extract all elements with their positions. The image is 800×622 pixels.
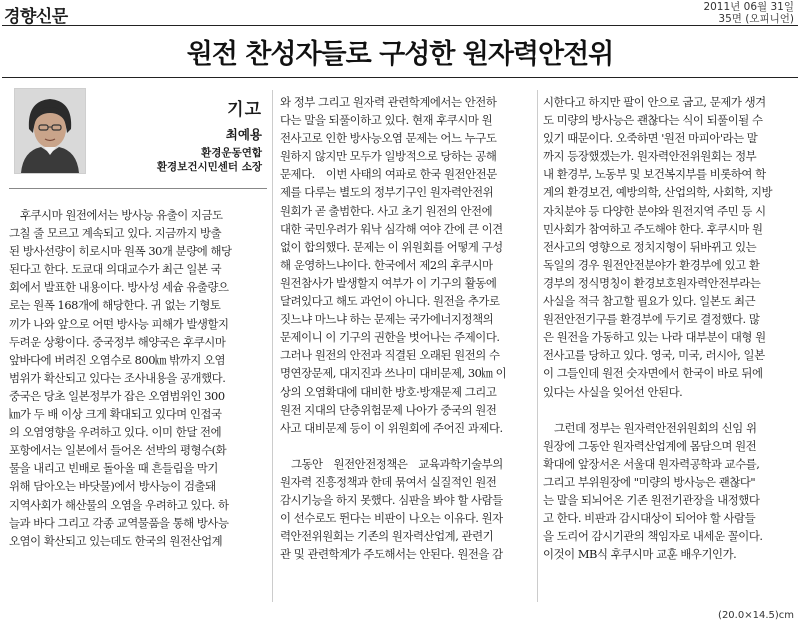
text-line: 는 말을 되뇌어온 기존 원전기관장을 내정했다 [543, 493, 760, 508]
text-line: 이 선수로도 뛴다는 비판이 나오는 이유다. 원자 [280, 511, 503, 526]
text-line: 된다고 한다. 도쿄대 의대교수가 최근 일본 국 [9, 262, 222, 277]
text-line: 원장에 그동안 원자력산업계에 몸담으며 원전 [543, 438, 757, 453]
text-line: 다는 말을 되풀이하고 있다. 현재 후쿠시마 원 [280, 113, 493, 128]
byline-affiliation-2: 환경보건시민센터 소장 [156, 161, 262, 173]
text-line: 고 한다. 비판과 감시대상이 되어야 할 사람들 [543, 511, 756, 526]
text-line: 사실을 적극 참고할 필요가 있다. 일본도 최근 [543, 294, 756, 309]
author-portrait-icon [15, 89, 85, 173]
text-line: 경부의 정식명칭이 환경보호원자력안전부라는 [543, 275, 761, 290]
text-line: 오염이 확산되고 있는데도 한국의 원전산업계 [9, 533, 223, 548]
text-line: 지역사회가 해산물의 오염을 우려하고 있다. 하 [9, 497, 229, 512]
text-line: 독일의 경우 원전안전분야가 환경부에 있고 환 [543, 257, 760, 272]
text-line: 중국은 당초 일본정부가 잡은 오염범위인 300 [9, 388, 225, 403]
article-column-3 [543, 93, 797, 563]
text-line: ㎞가 두 배 이상 크게 확대되고 있다며 인접국 [9, 407, 222, 422]
text-line: 원자력 진흥정책과 한데 묶여서 실질적인 원전 [280, 474, 497, 489]
text-line: 명연장문제, 대지진과 쓰나미 대비문제, 30㎞ 이 [280, 366, 507, 381]
author-photo [14, 88, 86, 174]
text-line: 후쿠시마 원전에서는 방사능 유출이 지금도 [9, 208, 223, 222]
text-line: 상의 오염확대에 대비한 방호·방재문제 그리고 [280, 384, 497, 399]
text-line: 짓느냐 마느냐 하는 문제는 국가에너지정책의 [280, 312, 494, 327]
text-line: 원회가 곧 출범한다. 사고 초기 원전의 안전에 [280, 203, 493, 218]
text-line: 그칠 줄 모르고 계속되고 있다. 지금까지 방출 [9, 226, 222, 241]
byline-affiliation-1: 환경운동연합 [201, 147, 262, 159]
text-line: 원전참사가 발생할지 여부가 이 기구의 활동에 [280, 275, 497, 290]
text-line: 내 환경부, 노동부 및 보건복지부를 비롯하여 학 [543, 167, 766, 182]
text-line: 있기 때문이다. 오죽하면 '원전 마피아'라는 말 [543, 131, 758, 146]
text-line: 두려운 상황이다. 중국정부 해양국은 후쿠시마 [9, 334, 226, 349]
text-line: 자치분야 등 다양한 분야와 원전지역 주민 등 시 [543, 203, 766, 218]
dateline [703, 1, 794, 25]
text-line: 와 정부 그리고 원자력 관련학계에서는 안전하 [280, 95, 497, 109]
text-line: 까지 등장했겠는가. 원자력안전위원회는 정부 [543, 149, 757, 164]
text-line: 로는 원폭 168개에 해당한다. 귀 없는 기형토 [9, 298, 221, 313]
text-line: 달려있다고 해도 과언이 아니다. 원전을 추가로 [280, 294, 500, 309]
text-line: 그러나 원전의 안전과 직결된 오래된 원전의 수 [280, 348, 500, 363]
text-line: 그리고 부위원장에 "미량의 방사능은 괜찮다" [543, 474, 756, 489]
text-line: 시한다고 하지만 팔이 안으로 굽고, 문제가 생겨 [543, 95, 766, 109]
masthead: 경향신문 [4, 7, 68, 27]
text-line: 앞바다에 버려진 오염수로 800㎞ 밖까지 오염 [9, 352, 226, 367]
text-line: 전사고의 영향으로 정치지형이 뒤바뀌고 있는 [543, 239, 757, 254]
text-line: 전사고를 당하고 있다. 영국, 미국, 러시아, 일본 [543, 348, 765, 363]
article-column-2 [280, 93, 532, 563]
text-line: 확대에 앞장서온 서울대 원자력공학과 교수를, [543, 456, 760, 471]
text-line: 늘과 바다 그리고 각종 교역물품을 통해 방사능 [9, 515, 229, 530]
dateline-page: 35면 (오피니언) [718, 13, 794, 25]
text-line [280, 437, 532, 455]
text-line: 물을 내리고 빈배로 돌아올 때 흔들림을 막기 [9, 461, 218, 476]
text-line: 회에서 발표한 내용이다. 방사성 세슘 유출량으 [9, 280, 229, 295]
top-rule [2, 25, 798, 26]
text-line: 문제다. 이번 사태의 여파로 한국 원전안전문 [280, 167, 497, 182]
column-divider-2 [537, 90, 538, 602]
byline-name: 최예용 [225, 127, 262, 142]
text-line: 범위가 확산되고 있다는 조사내용을 공개했다. [9, 370, 226, 385]
article-column-1 [9, 206, 267, 550]
dateline-date: 2011년 06월 31일 [703, 1, 794, 13]
text-line: 을 도리어 감시기관의 책임자로 내세운 꼴이다. [543, 529, 763, 544]
headline: 원전 찬성자들로 구성한 원자력안전위 [186, 39, 614, 70]
byline-kind: 기고 [227, 100, 262, 120]
byline-rule [9, 188, 267, 189]
text-line: 도 미량의 방사능은 괜찮다는 식이 되풀이될 수 [543, 113, 763, 128]
text-line: 끼가 나와 앞으로 어떤 방사능 피해가 발생할지 [9, 316, 229, 331]
byline-affiliation [90, 146, 262, 174]
text-line: 사고 대비문제 등이 이 위원회에 주어진 과제다. [280, 420, 503, 435]
byline [90, 95, 262, 174]
text-line: 해 운영하느냐이다. 한국에서 제2의 후쿠시마 [280, 257, 493, 272]
text-line: 문제이니 이 기구의 권한을 벗어나는 주제이다. [280, 330, 500, 345]
text-line: 위해 담아오는 바닷물)에서 방사능이 검출돼 [9, 479, 216, 494]
text-line: 전사고로 인한 방사능오염 문제는 어느 누구도 [280, 131, 497, 146]
text-line: 이것이 MB식 후쿠시마 교훈 배우기인가. [543, 547, 737, 562]
text-line: 력안전위원회는 기존의 원자력산업계, 관련기 [280, 529, 494, 544]
text-line: 이 그들인데 원전 숫자면에서 한국이 바로 뒤에 [543, 366, 763, 381]
text-line: 민사회가 참여하고 주도해야 한다. 후쿠시마 원 [543, 221, 763, 236]
text-line: 제를 다루는 별도의 정부기구인 원자력안전위 [280, 185, 494, 200]
text-line: 있다는 사실을 잊어선 안된다. [543, 384, 683, 399]
text-line: 계의 환경보건, 예방의학, 산업의학, 사회학, 지방 [543, 185, 773, 200]
text-line: 된 방사선량이 히로시마 원폭 30개 분량에 해당 [9, 244, 232, 259]
column-divider-1 [272, 90, 273, 602]
text-line: 없이 합의했다. 문제는 이 위원회를 어떻게 구성 [280, 239, 503, 254]
text-line: 그동안 원전안전정책은 교육과학기술부의 [280, 456, 503, 471]
text-line: 의 오염영향을 우려하고 있다. 이미 한달 전에 [9, 425, 222, 440]
text-line: 포항에서는 일본에서 들어온 선박의 평형수(화 [9, 443, 227, 458]
text-line: 은 원전을 가동하고 있는 나라 대부분이 대형 원 [543, 330, 766, 345]
text-line: 원하지 않지만 모두가 일방적으로 당하는 공해 [280, 149, 497, 164]
size-footer: (20.0×14.5)cm [718, 610, 794, 621]
text-line [543, 401, 797, 419]
text-line: 대한 국민우려가 워낙 심각해 여야 간에 큰 이견 [280, 221, 503, 236]
text-line: 원전안전기구를 환경부에 두기로 결정했다. 많 [543, 312, 760, 327]
text-line: 관 및 관련학계가 주도해서는 안된다. 원전을 감 [280, 547, 503, 562]
headline-rule [2, 77, 798, 78]
text-line: 그런데 정부는 원자력안전위원회의 신임 위 [543, 420, 757, 435]
text-line: 원전 지대의 단층위험문제 나아가 중국의 원전 [280, 402, 497, 417]
text-line: 감시기능을 하지 못했다. 심판을 봐야 할 사람들 [280, 493, 503, 508]
